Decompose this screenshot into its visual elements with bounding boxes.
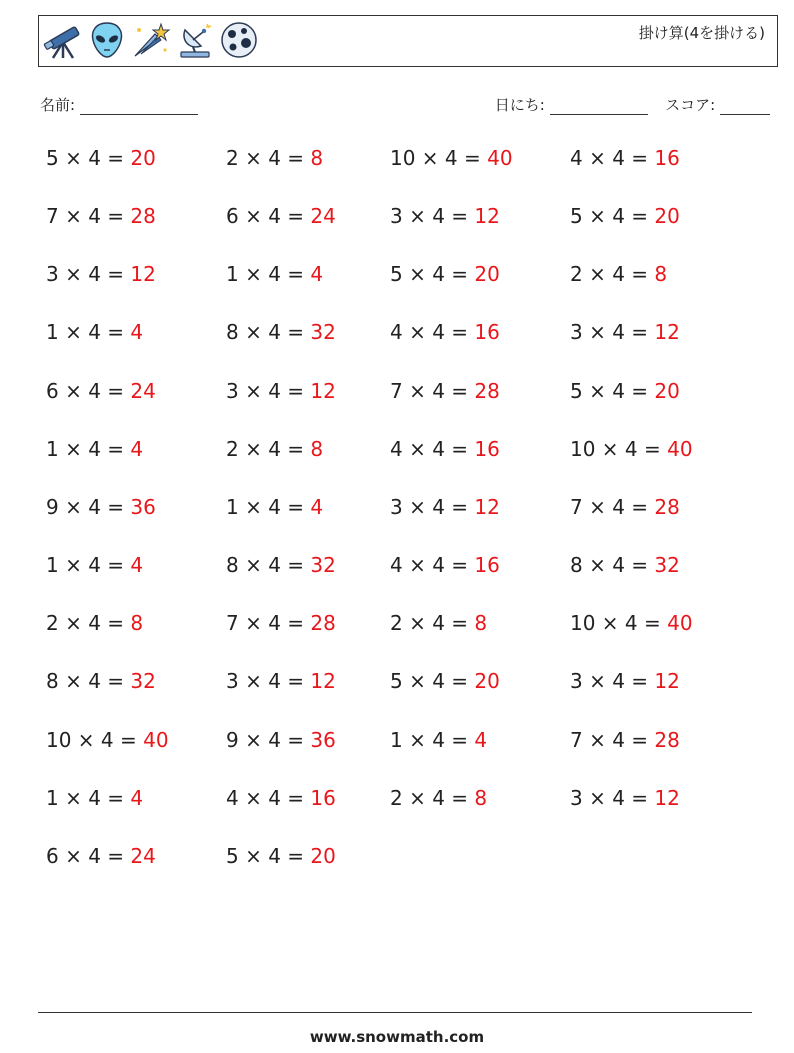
problem-item (390, 204, 500, 228)
problem-question: 1 × 4 = (46, 320, 131, 345)
problem-item (226, 204, 336, 228)
problem-question: 5 × 4 = (570, 378, 655, 403)
moon-icon (219, 20, 259, 60)
problem-question: 1 × 4 = (226, 262, 311, 287)
problem-item (46, 495, 156, 519)
problem-item (46, 611, 143, 635)
problem-question: 7 × 4 = (570, 494, 655, 519)
problem-item (390, 495, 500, 519)
problem-question: 7 × 4 = (226, 611, 311, 636)
problem-answer: 28 (654, 494, 680, 519)
name-field (40, 94, 198, 115)
problem-item (46, 844, 156, 868)
problem-question: 6 × 4 = (46, 843, 131, 868)
problem-question: 3 × 4 = (390, 494, 475, 519)
problem-item (46, 204, 156, 228)
problem-item (570, 728, 680, 752)
problem-answer: 40 (667, 611, 693, 636)
problem-item (46, 553, 143, 577)
problem-item (570, 379, 680, 403)
problem-question: 6 × 4 = (226, 204, 311, 229)
problem-question: 5 × 4 = (226, 843, 311, 868)
problem-answer: 20 (130, 146, 156, 170)
problem-question: 8 × 4 = (570, 553, 655, 578)
problem-answer: 28 (474, 378, 500, 403)
problem-question: 10 × 4 = (570, 611, 668, 636)
problem-question: 7 × 4 = (570, 727, 655, 752)
problem-item (226, 320, 336, 344)
problem-question: 10 × 4 = (390, 146, 488, 170)
problem-question: 3 × 4 = (390, 204, 475, 229)
problem-item (226, 728, 336, 752)
problem-item (46, 262, 156, 286)
problem-answer: 24 (130, 378, 156, 403)
header-box (38, 15, 778, 67)
problem-answer: 28 (310, 611, 336, 636)
problem-question: 10 × 4 = (46, 727, 144, 752)
problem-answer: 12 (474, 494, 500, 519)
problem-item (226, 146, 323, 170)
problem-question: 1 × 4 = (226, 494, 311, 519)
problem-question: 7 × 4 = (46, 204, 131, 229)
problem-answer: 12 (654, 785, 680, 810)
problem-item (570, 786, 680, 810)
problem-answer: 40 (667, 436, 693, 461)
problem-item (46, 786, 143, 810)
problem-question: 4 × 4 = (390, 436, 475, 461)
problem-answer: 16 (474, 436, 500, 461)
problem-item (570, 553, 680, 577)
problem-item (570, 611, 693, 635)
problem-question: 8 × 4 = (46, 669, 131, 694)
problem-question: 3 × 4 = (570, 320, 655, 345)
problem-item (46, 379, 156, 403)
problem-answer: 32 (654, 553, 680, 578)
problem-answer: 8 (474, 611, 488, 636)
date-label: 日にち: (494, 96, 545, 114)
problem-item (46, 437, 143, 461)
problem-question: 3 × 4 = (46, 262, 131, 287)
problem-answer: 4 (310, 494, 324, 519)
problem-answer: 20 (654, 204, 680, 229)
problem-answer: 16 (310, 785, 336, 810)
problem-answer: 16 (654, 146, 680, 170)
problem-answer: 20 (474, 262, 500, 287)
problem-item (226, 495, 323, 519)
satellite-dish-icon (175, 20, 215, 60)
problem-question: 2 × 4 = (390, 611, 475, 636)
problem-item (390, 669, 500, 693)
problem-answer: 12 (654, 320, 680, 345)
problem-item (46, 728, 169, 752)
problem-answer: 40 (143, 727, 169, 752)
problem-answer: 32 (310, 553, 336, 578)
problem-answer: 4 (310, 262, 324, 287)
problem-item (226, 379, 336, 403)
comet-icon (131, 20, 171, 60)
problem-answer: 32 (130, 669, 156, 694)
problem-item (390, 553, 500, 577)
problem-item (570, 320, 680, 344)
problem-item (226, 553, 336, 577)
alien-icon (87, 20, 127, 60)
problem-answer: 12 (310, 378, 336, 403)
problem-question: 4 × 4 = (390, 320, 475, 345)
name-label: 名前: (40, 96, 76, 114)
problem-question: 4 × 4 = (390, 553, 475, 578)
problem-item (390, 728, 487, 752)
problem-item (226, 611, 336, 635)
score-label: スコア: (665, 96, 716, 114)
telescope-icon (43, 20, 83, 60)
problem-item (570, 262, 667, 286)
problem-answer: 4 (130, 436, 144, 461)
problem-item (390, 437, 500, 461)
footer-divider (38, 1012, 752, 1013)
header-icons (43, 20, 259, 60)
problem-item (570, 495, 680, 519)
problem-answer: 12 (310, 669, 336, 694)
problem-item (46, 320, 143, 344)
problem-item (390, 262, 500, 286)
problem-item (226, 844, 336, 868)
problem-answer: 12 (130, 262, 156, 287)
name-blank[interactable] (80, 100, 198, 115)
problem-question: 1 × 4 = (390, 727, 475, 752)
problem-item (390, 379, 500, 403)
footer-site: www.snowmath.com (309, 1028, 485, 1046)
problem-item (570, 146, 680, 170)
problem-question: 2 × 4 = (570, 262, 655, 287)
problem-item (570, 669, 680, 693)
problem-item (390, 786, 487, 810)
problem-item (390, 320, 500, 344)
problem-answer: 36 (310, 727, 336, 752)
problem-question: 1 × 4 = (46, 436, 131, 461)
problem-answer: 36 (130, 494, 156, 519)
problem-answer: 32 (310, 320, 336, 345)
problem-answer: 20 (310, 843, 336, 868)
problem-answer: 8 (654, 262, 668, 287)
problem-answer: 8 (474, 785, 488, 810)
problem-question: 2 × 4 = (226, 436, 311, 461)
problem-item (570, 437, 693, 461)
worksheet-title: 掛け算(4を掛ける) (638, 24, 765, 42)
date-blank[interactable] (550, 100, 648, 115)
problem-answer: 8 (130, 611, 144, 636)
problem-question: 3 × 4 = (570, 785, 655, 810)
date-score-fields (495, 94, 770, 115)
problem-answer: 16 (474, 320, 500, 345)
problem-item (226, 786, 336, 810)
problem-question: 7 × 4 = (390, 378, 475, 403)
problem-question: 5 × 4 = (390, 669, 475, 694)
problem-answer: 8 (310, 436, 324, 461)
problem-answer: 4 (130, 320, 144, 345)
problem-answer: 4 (130, 553, 144, 578)
problem-question: 3 × 4 = (570, 669, 655, 694)
problem-answer: 28 (130, 204, 156, 229)
score-blank[interactable] (720, 100, 770, 115)
problem-answer: 40 (487, 146, 513, 170)
problem-answer: 8 (310, 146, 324, 170)
problem-question: 5 × 4 = (46, 146, 131, 170)
problem-question: 9 × 4 = (46, 494, 131, 519)
problem-question: 6 × 4 = (46, 378, 131, 403)
problem-question: 2 × 4 = (390, 785, 475, 810)
problem-question: 3 × 4 = (226, 378, 311, 403)
problem-question: 2 × 4 = (46, 611, 131, 636)
problem-answer: 12 (474, 204, 500, 229)
problem-question: 10 × 4 = (570, 436, 668, 461)
problem-question: 8 × 4 = (226, 553, 311, 578)
problem-item (226, 262, 323, 286)
problem-question: 8 × 4 = (226, 320, 311, 345)
problem-answer: 4 (474, 727, 488, 752)
problem-question: 4 × 4 = (226, 785, 311, 810)
problem-answer: 20 (654, 378, 680, 403)
problem-item (390, 611, 487, 635)
problem-answer: 20 (474, 669, 500, 694)
problem-question: 9 × 4 = (226, 727, 311, 752)
problem-item (46, 669, 156, 693)
problem-item (226, 669, 336, 693)
problem-question: 4 × 4 = (570, 146, 655, 170)
problem-question: 5 × 4 = (570, 204, 655, 229)
problem-question: 2 × 4 = (226, 146, 311, 170)
problem-question: 5 × 4 = (390, 262, 475, 287)
problem-item (46, 146, 156, 170)
problem-question: 3 × 4 = (226, 669, 311, 694)
problem-item (390, 146, 513, 170)
problem-question: 1 × 4 = (46, 553, 131, 578)
problem-item (570, 204, 680, 228)
problem-answer: 24 (310, 204, 336, 229)
problem-question: 1 × 4 = (46, 785, 131, 810)
problem-item (226, 437, 323, 461)
problem-answer: 16 (474, 553, 500, 578)
problem-answer: 28 (654, 727, 680, 752)
problem-answer: 12 (654, 669, 680, 694)
problem-answer: 24 (130, 843, 156, 868)
problem-answer: 4 (130, 785, 144, 810)
